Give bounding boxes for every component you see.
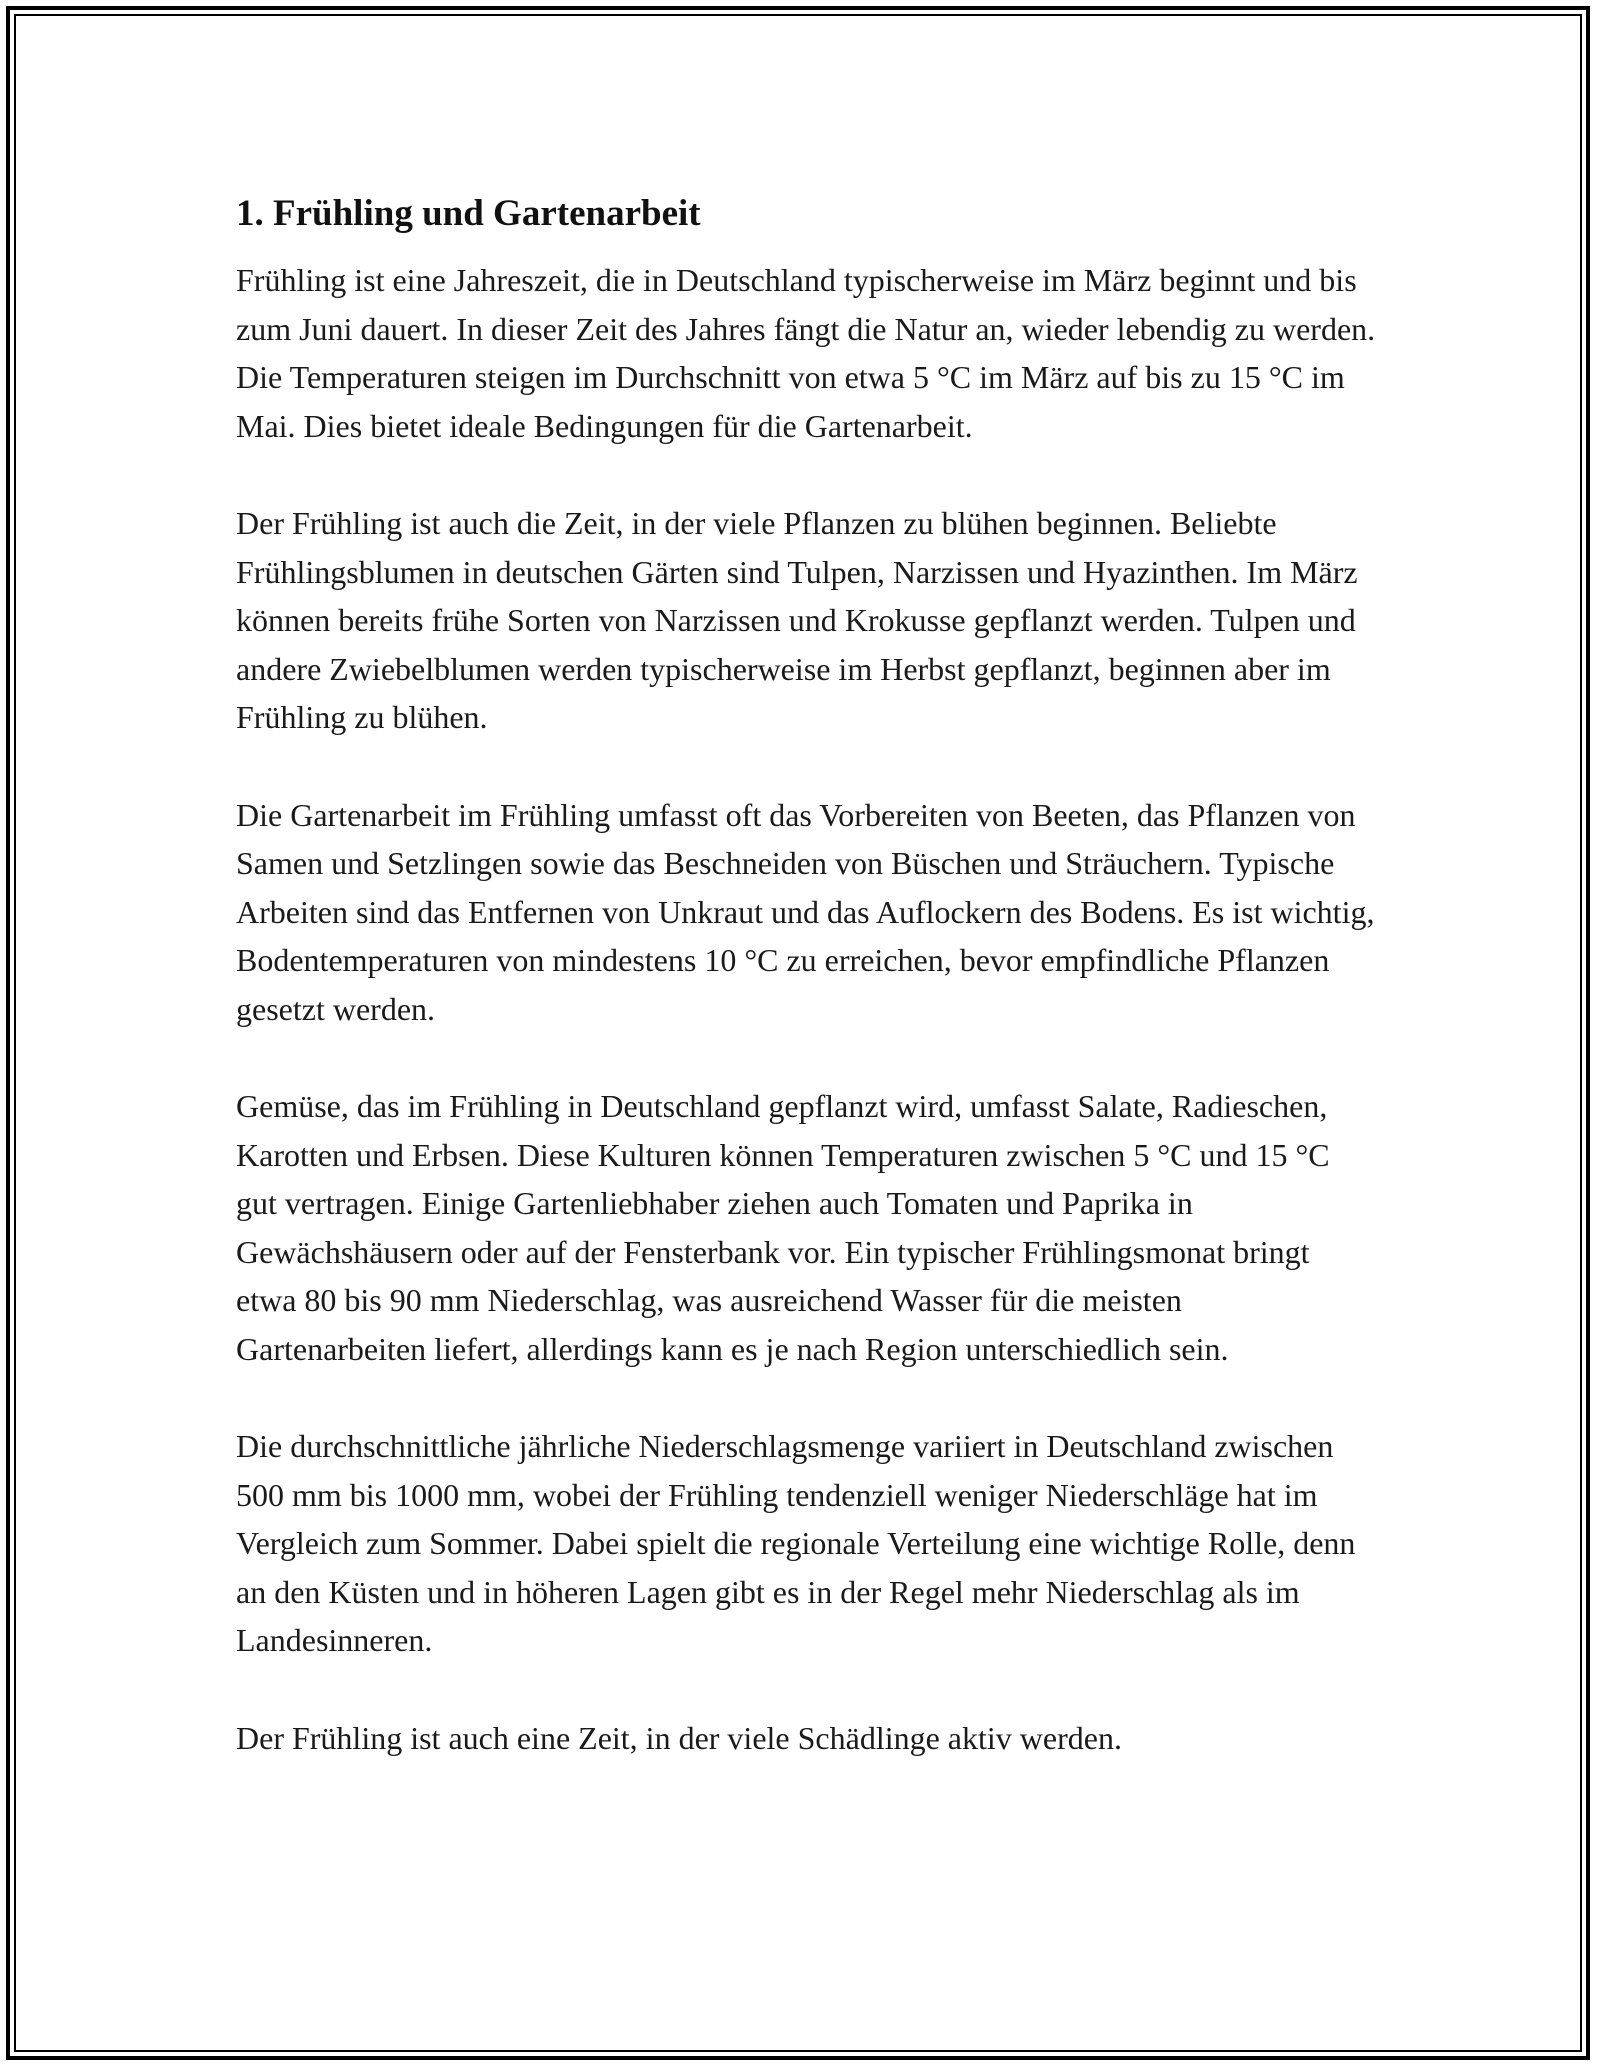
paragraph-4: Gemüse, das im Frühling in Deutschland gepflanzt wird, umfasst Salate, Radieschen, Karotten und Erbsen. Diese Kulturen können Temperaturen zwischen 5 °C und 15 °C gut vertragen. Einige Gartenliebhaber ziehen auch Tomaten und Paprika in Gewächshäusern oder auf der Fensterbank vor. Ein typischer Frühlingsmonat bringt etwa 80 bis 90 mm Niederschlag, was ausreichend Wasser für die meisten Gartenarbeiten liefert, allerdings kann es je nach Region unterschiedlich sein. bbox=[236, 1088, 1330, 1367]
section-heading: 1. Frühling und Gartenarbeit bbox=[236, 193, 701, 234]
paragraph-6: Der Frühling ist auch eine Zeit, in der viele Schädlinge aktiv werden. bbox=[236, 1719, 1122, 1756]
paragraph-2: Der Frühling ist auch die Zeit, in der viele Pflanzen zu blühen beginnen. Beliebte Frühlingsblumen in deutschen Gärten sind Tulpen, Narzissen und Hyazinthen. Im März können bereits frühe Sorten von Narzissen und Krokusse gepflanzt werden. Tulpen und andere Zwiebelblumen werden typischerweise im Herbst gepflanzt, beginnen aber im Frühling zu blühen. bbox=[236, 505, 1358, 735]
paragraph-1: Frühling ist eine Jahreszeit, die in Deutschland typischerweise im März beginnt und bis zum Juni dauert. In dieser Zeit des Jahres fängt die Natur an, wieder lebendig zu werden. Die Temperaturen steigen im Durchschnitt von etwa 5 °C im März auf bis zu 15 °C im Mai. Dies bietet ideale Bedingungen für die Gartenarbeit. bbox=[236, 262, 1376, 444]
paragraph-5: Die durchschnittliche jährliche Niederschlagsmenge variiert in Deutschland zwischen 500 mm bis 1000 mm, wobei der Frühling tendenziell weniger Niederschläge hat im Vergleich zum Sommer. Dabei spielt die regionale Verteilung eine wichtige Rolle, denn an den Küsten und in höheren Lagen gibt es in der Regel mehr Niederschlag als im Landesinneren. bbox=[236, 1428, 1356, 1658]
document-body bbox=[236, 186, 1376, 1811]
paragraph-3: Die Gartenarbeit im Frühling umfasst oft das Vorbereiten von Beeten, das Pflanzen von Samen und Setzlingen sowie das Beschneiden von Büschen und Sträuchern. Typische Arbeiten sind das Entfernen von Unkraut und das Auflockern des Bodens. Es ist wichtig, Bodentemperaturen von mindestens 10 °C zu erreichen, bevor empfindliche Pflanzen gesetzt werden. bbox=[236, 796, 1375, 1027]
